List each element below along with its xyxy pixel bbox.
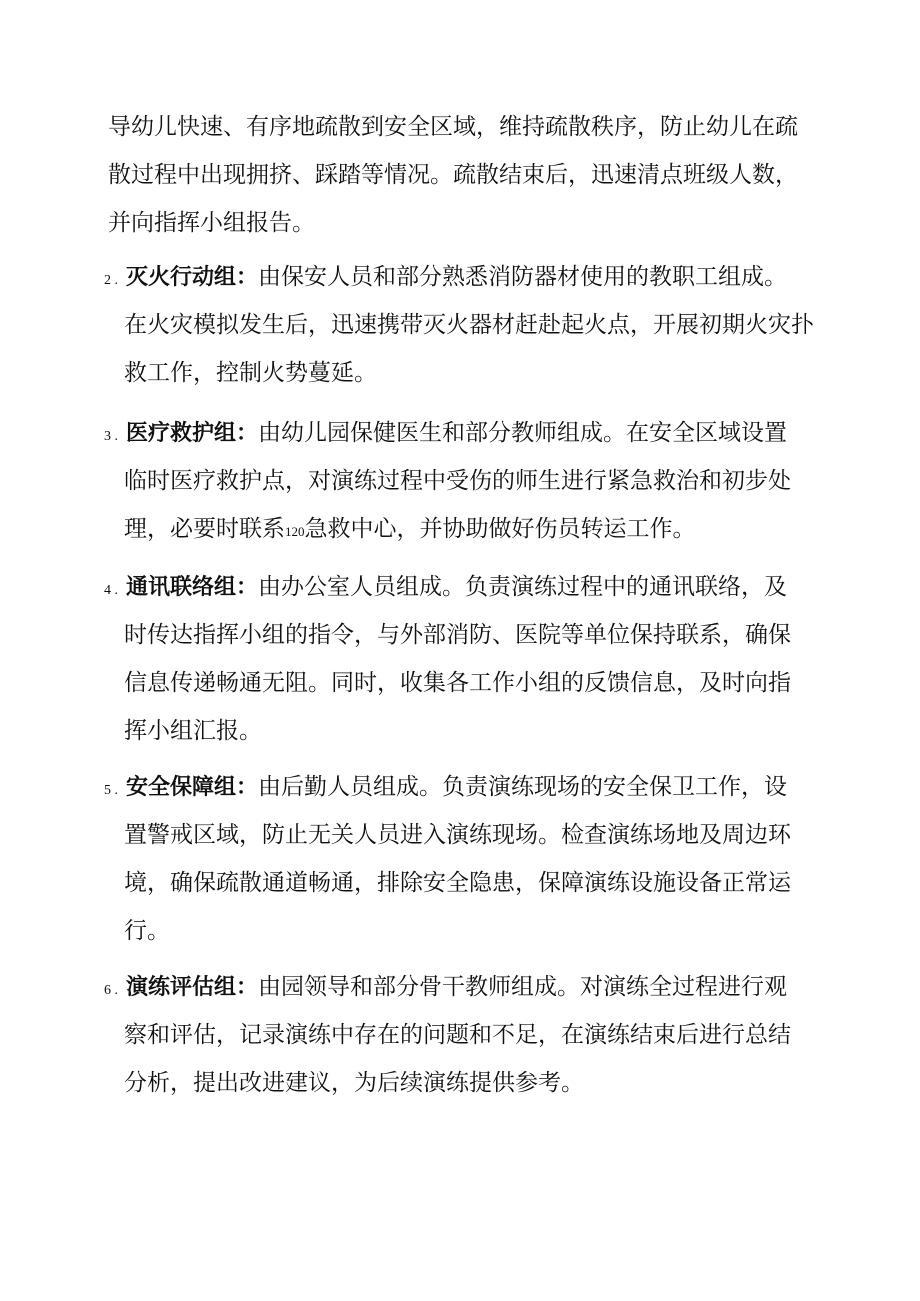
paragraph-line: 理，必要时联系120急救中心，并协助做好伤员转运工作。 bbox=[124, 516, 696, 542]
list-item-number: 6 . bbox=[104, 983, 118, 998]
list-item-label: 演练评估组： bbox=[126, 975, 259, 1000]
list-item-evaluation-group bbox=[104, 963, 814, 1107]
list-item-first-line bbox=[104, 963, 814, 1011]
list-item-text: 由园领导和部分骨干教师组成。对演练全过程进行观 bbox=[258, 974, 788, 1000]
paragraph-line: 置警戒区域，防止无关人员进入演练现场。检查演练场地及周边环 bbox=[124, 822, 791, 848]
paragraph-line: 挥小组汇报。 bbox=[124, 718, 262, 744]
paragraph-line: 信息传递畅通无阻。同时，收集各工作小组的反馈信息，及时向指 bbox=[124, 670, 791, 696]
list-item-safety-group bbox=[104, 763, 814, 955]
list-item-text: 由办公室人员组成。负责演练过程中的通讯联络，及 bbox=[258, 574, 788, 600]
list-item-first-line bbox=[104, 563, 814, 611]
paragraph-line: 境，确保疏散通道畅通，排除安全隐患，保障演练设施设备正常运 bbox=[124, 870, 791, 896]
list-item-fire-fighting-group bbox=[104, 253, 814, 397]
paragraph-line: 在火灾模拟发生后，迅速携带灭火器材赶赴起火点，开展初期火灾扑 bbox=[124, 312, 814, 338]
paragraph-line: 分析，提出改进建议，为后续演练提供参考。 bbox=[124, 1070, 584, 1096]
paragraph-line: 导幼儿快速、有序地疏散到安全区域，维持疏散秩序，防止幼儿在疏 bbox=[108, 114, 798, 140]
list-item-text: 由保安人员和部分熟悉消防器材使用的教职工组成。 bbox=[258, 264, 788, 290]
list-item-label: 医疗救护组： bbox=[126, 421, 259, 446]
list-item-text: 由后勤人员组成。负责演练现场的安全保卫工作，设 bbox=[258, 774, 788, 800]
list-item-label: 安全保障组： bbox=[126, 775, 259, 800]
list-item-first-line bbox=[104, 763, 814, 811]
list-item-text: 由幼儿园保健医生和部分教师组成。在安全区域设置 bbox=[258, 420, 788, 446]
list-item-label: 灭火行动组： bbox=[126, 265, 259, 290]
list-item-number: 4 . bbox=[104, 583, 118, 598]
intro-paragraph bbox=[108, 103, 808, 247]
phone-number: 120 bbox=[285, 524, 305, 539]
list-item-number: 2 . bbox=[104, 273, 118, 288]
list-item-first-line bbox=[104, 409, 814, 457]
paragraph-line: 行。 bbox=[124, 918, 170, 944]
list-item-communication-group bbox=[104, 563, 814, 755]
list-item-first-line bbox=[104, 253, 814, 301]
paragraph-line: 察和评估，记录演练中存在的问题和不足，在演练结束后进行总结 bbox=[124, 1022, 791, 1048]
list-item-number: 3 . bbox=[104, 429, 118, 444]
paragraph-line: 救工作，控制火势蔓延。 bbox=[124, 360, 377, 386]
paragraph-line: 散过程中出现拥挤、踩踏等情况。疏散结束后，迅速清点班级人数， bbox=[108, 162, 798, 188]
paragraph-line: 临时医疗救护点，对演练过程中受伤的师生进行紧急救治和初步处 bbox=[124, 468, 791, 494]
list-item-number: 5 . bbox=[104, 783, 118, 798]
paragraph-line: 时传达指挥小组的指令，与外部消防、医院等单位保持联系，确保 bbox=[124, 622, 791, 648]
paragraph-line: 并向指挥小组报告。 bbox=[108, 210, 315, 236]
list-item-medical-rescue-group bbox=[104, 409, 814, 553]
list-item-label: 通讯联络组： bbox=[126, 575, 259, 600]
